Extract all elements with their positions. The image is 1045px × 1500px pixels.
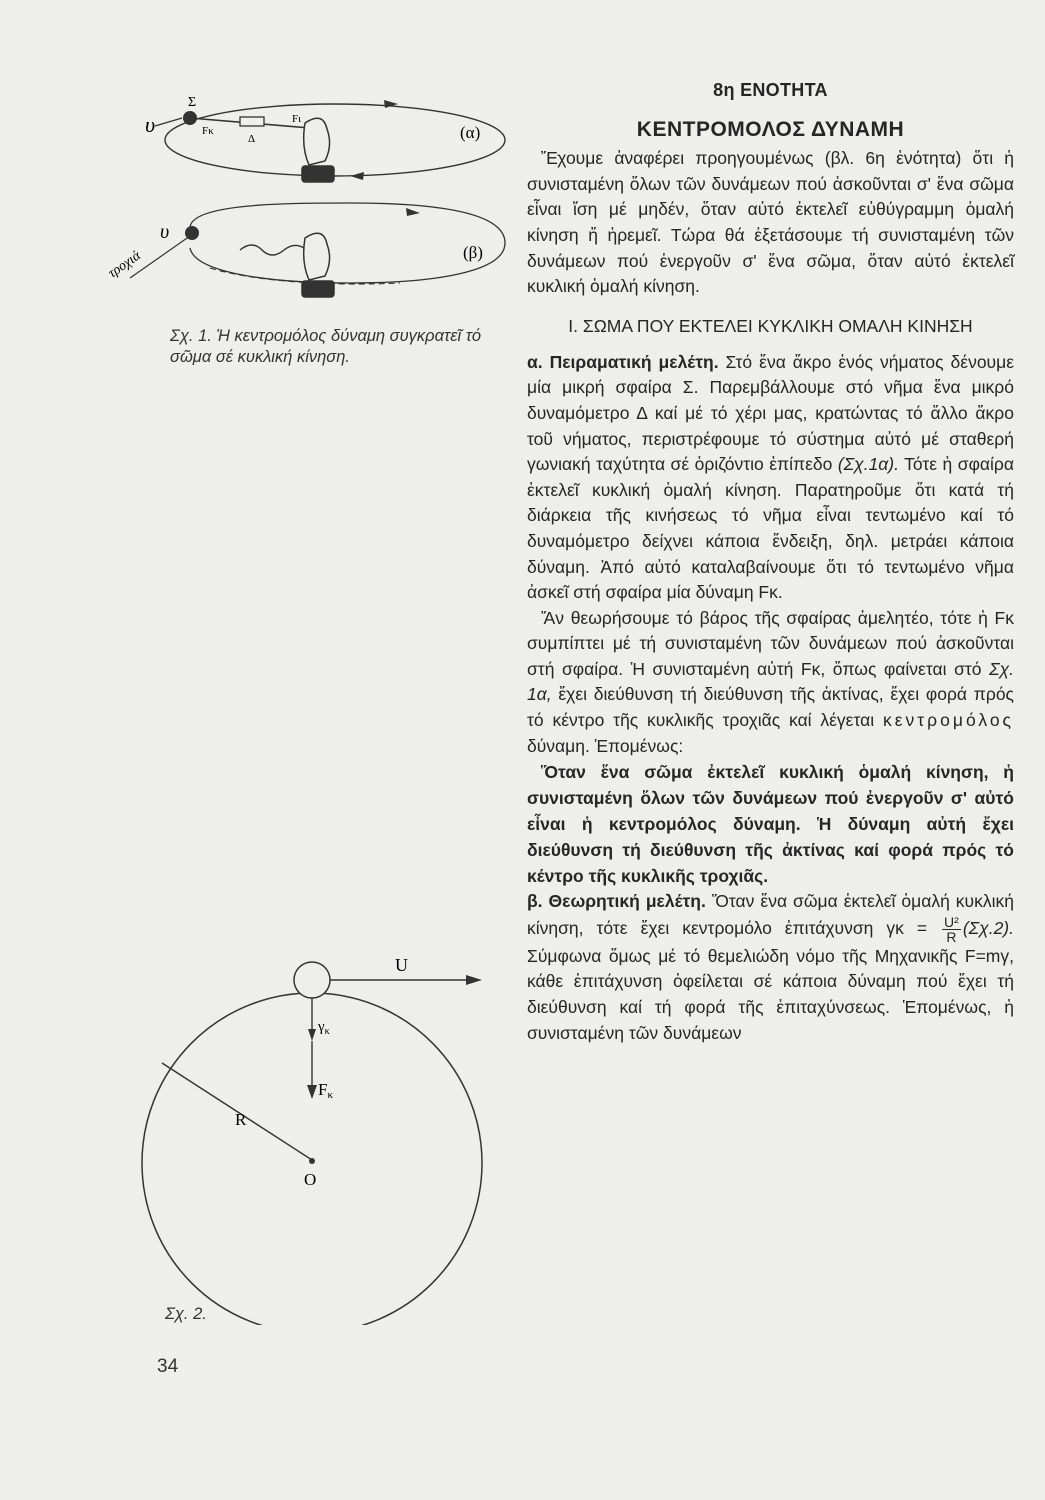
sphere-sigma [183, 111, 197, 125]
theory-text-1: Ὅταν ἕνα σῶμα ἐκτελεῖ ὁμαλή κυκλική κίνηση, τότε ἔχει κεντρομόλο ἐπιτάχυνση γκ = [527, 891, 1014, 938]
resultant-text-1: Ἄν θεωρήσουμε τό βάρος τῆς σφαίρας ἀμελητέο, τότε ἡ Fκ συμπίπτει μέ τή συνισταμένη τῶν δυνάμεων πού ἀσκοῦνται στή σφαίρα. Ἡ συνισταμένη αὐτή Fκ, ὅπως φαίνεται στό [527, 607, 1014, 679]
figure-2-diagram [140, 945, 520, 1325]
resultant-figure-ref: Σχ. 1α, [527, 658, 1014, 705]
theory-paragraph [527, 889, 1014, 1046]
experiment-text-2: Τότε ἡ σφαίρα ἐκτελεῖ κυκλική ὁμαλή κίνηση. Παρατηροῦμε ὅτι κατά τή διάρκεια τῆς κινήσεως τό νῆμα εἶναι τεντωμένο καί τό δυναμόμετρο δείχνει κάποια ἔνδειξη, δηλ. μετράει κάποια δύναμη. Ἀπό αὐτό καταλαβαίνουμε ὅτι τό τεντωμένο νῆμα ἀσκεῖ στή σφαίρα μία δύναμη Fκ. [527, 454, 1014, 603]
label-v: υ [145, 112, 156, 137]
orbit-a [165, 104, 505, 176]
figure-1-caption: Σχ. 1. Ἡ κεντρομόλος δύναμη συγκρατεῖ τό σῶμα σέ κυκλική κίνηση. [170, 327, 482, 366]
subsection-heading: Ι. ΣΩΜΑ ΠΟΥ ΕΚΤΕΛΕΙ ΚΥΚΛΙΚΗ ΟΜΑΛΗ ΚΙΝΗΣΗ [568, 315, 973, 336]
label-gamma: $\gamma_\kappa$ [318, 1019, 330, 1037]
label-v2: υ [160, 221, 170, 243]
orbit-a-arrow-bottom [350, 172, 364, 180]
label-f: Fι [292, 113, 302, 125]
rule-statement: Ὅταν ἕνα σῶμα ἐκτελεῖ κυκλική ὁμαλή κίνηση, ἡ συνισταμένη ὅλων τῶν δυνάμεων πού ἐνεργοῦν σ' αὐτό εἶναι ἡ κεντρομόλος δύναμη. Ἡ δύναμη αὐτή ἔχει διεύθυνση τή διεύθυνση τῆς ἀκτίνας καί φορά πρός τό κέντρο τῆς κυκλικῆς τροχιᾶς. [527, 762, 1014, 887]
velocity-arrowhead [466, 975, 482, 985]
resultant-text-3: δύναμη. Ἑπομένως: [527, 735, 684, 756]
page-number: 34 [157, 1356, 179, 1377]
label-fk2: Fκ [318, 1080, 334, 1101]
experiment-figure-ref: (Σχ.1α). [837, 454, 899, 475]
label-u: U [395, 955, 408, 975]
figure-2-caption: Σχ. 2. [165, 1305, 207, 1323]
theory-figure-ref: (Σχ.2). [962, 917, 1014, 938]
theory-label: β. Θεωρητική μελέτη. [527, 891, 706, 912]
orbit-b [190, 203, 505, 283]
experiment-label: α. Πειραματική μελέτη. [527, 351, 719, 372]
main-text-column [527, 78, 1014, 1046]
label-fk: Fκ [202, 125, 214, 137]
label-trochia: τροχιά [105, 248, 144, 282]
label-r: R [235, 1110, 247, 1129]
figure-1-diagram [100, 88, 520, 348]
fraction-numerator: U² [944, 913, 959, 930]
section-title: ΚΕΝΤΡΟΜΟΛΟΣ ΔΥΝΑΜΗ [636, 117, 905, 141]
experiment-text-1: Στό ἕνα ἄκρο ἑνός νήματος δένουμε μία μικρή σφαίρα Σ. Παρεμβάλλουμε στό νῆμα ἕνα μικρό δυναμόμετρο Δ καί μέ τό χέρι μας, κρατώντας τό ἄλλο ἄκρο τοῦ νήματος, περιστρέφουμε τό σύστημα αὐτό μέ σταθερή γωνιακή ταχύτητα σέ ὁριζόντιο ἐπίπεδο [527, 351, 1014, 475]
force-arrowhead [307, 1085, 317, 1099]
theory-text-2: Σύμφωνα ὅμως μέ τό θεμελιώδη νόμο τῆς Μηχανικῆς F=mγ, κάθε ἐπιτάχυνση ὀφείλεται σέ κάποια δύναμη πού ἔχει τή διεύθυνση καί τή φορά τῆς ἐπιταχύνσεως. Ἑπομένως, ἡ συνισταμένη τῶν δυνάμεων [527, 945, 1014, 1043]
label-b: (β) [463, 243, 483, 262]
resultant-text-2: ἔχει διεύθυνση τή διεύθυνση τῆς ἀκτίνας, ἔχει φορά πρός τό κέντρο τῆς κυκλικῆς τροχιᾶς καί λέγεται [527, 684, 1014, 731]
dynamometer [240, 117, 264, 126]
experiment-paragraph [527, 350, 1014, 606]
orbiting-body [294, 962, 330, 998]
label-o: O [304, 1170, 317, 1189]
label-sigma: Σ [188, 95, 197, 110]
label-a: (α) [460, 123, 481, 142]
intro-paragraph: Ἔχουμε ἀναφέρει προηγουμένως (βλ. 6η ἑνότητα) ὅτι ἡ συνισταμένη ὅλων τῶν δυνάμεων πού ἀσκοῦνται σ' ἕνα σῶμα εἶναι ἴση μέ μηδέν, ὅταν αὐτό ἐκτελεῖ εὐθύγραμμη ὁμαλή κίνηση ἤ ἠρεμεῖ. Τώρα θά ἐξετάσουμε τή συνισταμένη τῶν δυνάμεων πού ἐνεργοῦν σ' ἕνα σῶμα, ὅταν αὐτό ἐκτελεῖ κυκλική ὁμαλή κίνηση. [527, 148, 1014, 297]
resultant-paragraph [527, 606, 1014, 760]
term-centripetal: κεντρομόλος [882, 710, 1014, 731]
fraction-denominator: R [946, 928, 957, 945]
acceleration-fraction [942, 915, 961, 944]
gamma-arrowhead [308, 1029, 316, 1041]
hand-b-icon [302, 233, 334, 297]
label-delta: Δ [248, 133, 256, 145]
chapter-heading: 8η ΕΝΟΤΗΤΑ [713, 80, 828, 100]
hand-a-icon [302, 118, 334, 182]
center-point [309, 1158, 315, 1164]
